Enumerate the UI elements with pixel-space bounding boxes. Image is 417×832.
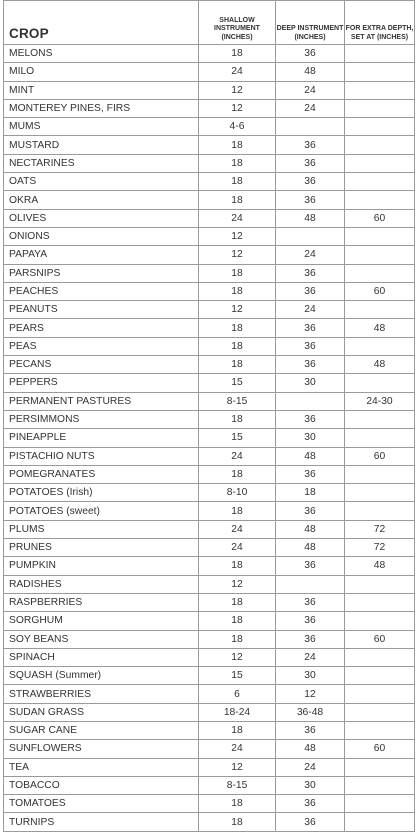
cell-deep: 36 — [276, 630, 345, 648]
cell-extra-depth — [345, 63, 415, 81]
cell-crop: MINT — [4, 81, 199, 99]
cell-extra-depth: 48 — [345, 356, 415, 374]
cell-crop: OLIVES — [4, 209, 199, 227]
cell-deep: 36 — [276, 191, 345, 209]
cell-crop: RASPBERRIES — [4, 593, 199, 611]
cell-crop: SOY BEANS — [4, 630, 199, 648]
cell-crop: MELONS — [4, 45, 199, 63]
cell-deep: 36 — [276, 173, 345, 191]
cell-crop: TEA — [4, 758, 199, 776]
cell-extra-depth: 60 — [345, 740, 415, 758]
cell-crop: PECANS — [4, 356, 199, 374]
cell-extra-depth — [345, 685, 415, 703]
table-row — [4, 557, 415, 575]
cell-extra-depth — [345, 429, 415, 447]
cell-deep: 24 — [276, 758, 345, 776]
cell-crop: OKRA — [4, 191, 199, 209]
cell-shallow: 15 — [199, 667, 276, 685]
table-row — [4, 392, 415, 410]
cell-shallow: 12 — [199, 648, 276, 666]
cell-extra-depth — [345, 118, 415, 136]
cell-extra-depth — [345, 136, 415, 154]
cell-deep: 36 — [276, 557, 345, 575]
cell-shallow: 18 — [199, 557, 276, 575]
cell-crop: OATS — [4, 173, 199, 191]
table-row — [4, 264, 415, 282]
table-row — [4, 282, 415, 300]
cell-crop: PEPPERS — [4, 374, 199, 392]
cell-shallow: 24 — [199, 539, 276, 557]
table-row — [4, 776, 415, 794]
cell-crop: PUMPKIN — [4, 557, 199, 575]
table-row — [4, 154, 415, 172]
cell-shallow: 18 — [199, 191, 276, 209]
cell-crop: PARSNIPS — [4, 264, 199, 282]
table-row — [4, 465, 415, 483]
cell-deep — [276, 392, 345, 410]
table-header — [4, 1, 415, 45]
cell-extra-depth — [345, 227, 415, 245]
table-row — [4, 667, 415, 685]
cell-deep: 30 — [276, 374, 345, 392]
cell-shallow: 18 — [199, 795, 276, 813]
cell-deep: 24 — [276, 301, 345, 319]
cell-extra-depth: 48 — [345, 319, 415, 337]
cell-crop: SUDAN GRASS — [4, 703, 199, 721]
cell-shallow: 8-15 — [199, 776, 276, 794]
cell-extra-depth — [345, 648, 415, 666]
cell-extra-depth: 60 — [345, 630, 415, 648]
table-row — [4, 337, 415, 355]
cell-deep: 36 — [276, 465, 345, 483]
cell-extra-depth — [345, 484, 415, 502]
table-row — [4, 484, 415, 502]
table-row — [4, 612, 415, 630]
cell-deep: 36 — [276, 264, 345, 282]
cell-extra-depth — [345, 813, 415, 831]
table-row — [4, 99, 415, 117]
cell-shallow: 6 — [199, 685, 276, 703]
cell-deep: 48 — [276, 447, 345, 465]
cell-deep: 36 — [276, 721, 345, 739]
cell-shallow: 18 — [199, 154, 276, 172]
cell-extra-depth — [345, 593, 415, 611]
cell-extra-depth: 72 — [345, 520, 415, 538]
table-row — [4, 593, 415, 611]
cell-shallow: 18 — [199, 45, 276, 63]
table-row — [4, 173, 415, 191]
cell-deep: 18 — [276, 484, 345, 502]
cell-extra-depth — [345, 410, 415, 428]
cell-deep: 48 — [276, 539, 345, 557]
table-row — [4, 81, 415, 99]
cell-shallow: 18 — [199, 465, 276, 483]
cell-deep: 36 — [276, 795, 345, 813]
cell-crop: MUSTARD — [4, 136, 199, 154]
cell-shallow: 18 — [199, 264, 276, 282]
cell-extra-depth — [345, 191, 415, 209]
table-row — [4, 45, 415, 63]
cell-shallow: 8-15 — [199, 392, 276, 410]
cell-crop: MONTEREY PINES, FIRS — [4, 99, 199, 117]
cell-crop: PINEAPPLE — [4, 429, 199, 447]
cell-shallow: 18 — [199, 721, 276, 739]
cell-deep — [276, 575, 345, 593]
cell-crop: PEANUTS — [4, 301, 199, 319]
cell-extra-depth: 60 — [345, 209, 415, 227]
table-row — [4, 630, 415, 648]
cell-deep — [276, 118, 345, 136]
cell-extra-depth: 60 — [345, 282, 415, 300]
table-row — [4, 301, 415, 319]
cell-deep: 24 — [276, 99, 345, 117]
table-row — [4, 209, 415, 227]
cell-deep: 36 — [276, 154, 345, 172]
cell-shallow: 18 — [199, 136, 276, 154]
cell-crop: POTATOES (Irish) — [4, 484, 199, 502]
cell-crop: NECTARINES — [4, 154, 199, 172]
cell-shallow: 24 — [199, 447, 276, 465]
cell-extra-depth — [345, 337, 415, 355]
cell-extra-depth — [345, 721, 415, 739]
cell-shallow: 8-10 — [199, 484, 276, 502]
cell-extra-depth — [345, 45, 415, 63]
header-row — [4, 1, 415, 45]
cell-crop: PLUMS — [4, 520, 199, 538]
table-row — [4, 246, 415, 264]
cell-shallow: 12 — [199, 99, 276, 117]
cell-shallow: 15 — [199, 429, 276, 447]
cell-shallow: 24 — [199, 520, 276, 538]
cell-crop: STRAWBERRIES — [4, 685, 199, 703]
cell-deep: 36 — [276, 45, 345, 63]
cell-extra-depth — [345, 374, 415, 392]
cell-crop: MUMS — [4, 118, 199, 136]
cell-extra-depth: 60 — [345, 447, 415, 465]
table-row — [4, 520, 415, 538]
table-row — [4, 575, 415, 593]
cell-crop: PEARS — [4, 319, 199, 337]
table-body — [4, 45, 415, 832]
cell-shallow: 12 — [199, 227, 276, 245]
cell-shallow: 24 — [199, 209, 276, 227]
table-row — [4, 502, 415, 520]
cell-shallow: 18 — [199, 337, 276, 355]
cell-shallow: 18 — [199, 612, 276, 630]
cell-extra-depth: 24-30 — [345, 392, 415, 410]
cell-shallow: 24 — [199, 63, 276, 81]
cell-extra-depth — [345, 795, 415, 813]
cell-shallow: 18 — [199, 282, 276, 300]
cell-shallow: 12 — [199, 246, 276, 264]
cell-extra-depth — [345, 758, 415, 776]
table-row — [4, 758, 415, 776]
cell-extra-depth — [345, 154, 415, 172]
table-row — [4, 63, 415, 81]
cell-deep: 36 — [276, 593, 345, 611]
cell-crop: SUNFLOWERS — [4, 740, 199, 758]
table-row — [4, 356, 415, 374]
cell-deep: 30 — [276, 776, 345, 794]
cell-crop: PERSIMMONS — [4, 410, 199, 428]
cell-crop: MILO — [4, 63, 199, 81]
table-row — [4, 227, 415, 245]
cell-crop: SORGHUM — [4, 612, 199, 630]
cell-extra-depth — [345, 81, 415, 99]
cell-crop: RADISHES — [4, 575, 199, 593]
cell-crop: PAPAYA — [4, 246, 199, 264]
cell-shallow: 18-24 — [199, 703, 276, 721]
cell-crop: POTATOES (sweet) — [4, 502, 199, 520]
cell-deep: 36 — [276, 410, 345, 428]
table-row — [4, 795, 415, 813]
cell-deep: 30 — [276, 667, 345, 685]
cell-deep: 24 — [276, 648, 345, 666]
cell-shallow: 24 — [199, 740, 276, 758]
table-row — [4, 648, 415, 666]
cell-shallow: 18 — [199, 593, 276, 611]
cell-shallow: 18 — [199, 630, 276, 648]
crop-depth-table — [3, 0, 415, 832]
table-row — [4, 447, 415, 465]
cell-deep: 30 — [276, 429, 345, 447]
cell-shallow: 12 — [199, 301, 276, 319]
cell-deep: 36 — [276, 282, 345, 300]
table-row — [4, 374, 415, 392]
table-row — [4, 813, 415, 831]
table-row — [4, 191, 415, 209]
cell-shallow: 4-6 — [199, 118, 276, 136]
cell-deep: 36 — [276, 319, 345, 337]
cell-extra-depth — [345, 612, 415, 630]
cell-shallow: 18 — [199, 813, 276, 831]
cell-deep: 12 — [276, 685, 345, 703]
cell-shallow: 12 — [199, 758, 276, 776]
cell-crop: SPINACH — [4, 648, 199, 666]
cell-crop: ONIONS — [4, 227, 199, 245]
cell-crop: POMEGRANATES — [4, 465, 199, 483]
cell-extra-depth — [345, 264, 415, 282]
table-row — [4, 703, 415, 721]
cell-extra-depth — [345, 703, 415, 721]
cell-deep: 36-48 — [276, 703, 345, 721]
cell-shallow: 12 — [199, 81, 276, 99]
cell-deep — [276, 227, 345, 245]
cell-extra-depth — [345, 776, 415, 794]
cell-extra-depth — [345, 173, 415, 191]
cell-deep: 36 — [276, 136, 345, 154]
cell-crop: TOMATOES — [4, 795, 199, 813]
crop-depth-table-container — [3, 0, 414, 832]
column-header-deep: DEEP INSTRUMENT (INCHES) — [276, 1, 345, 45]
cell-extra-depth — [345, 301, 415, 319]
cell-deep: 48 — [276, 209, 345, 227]
cell-shallow: 18 — [199, 502, 276, 520]
cell-crop: PEAS — [4, 337, 199, 355]
cell-crop: SUGAR CANE — [4, 721, 199, 739]
cell-shallow: 18 — [199, 319, 276, 337]
cell-crop: PEACHES — [4, 282, 199, 300]
column-header-crop: CROP — [4, 1, 199, 45]
cell-extra-depth — [345, 575, 415, 593]
cell-crop: PISTACHIO NUTS — [4, 447, 199, 465]
cell-crop: PRUNES — [4, 539, 199, 557]
table-row — [4, 319, 415, 337]
cell-deep: 24 — [276, 246, 345, 264]
cell-shallow: 15 — [199, 374, 276, 392]
cell-deep: 48 — [276, 520, 345, 538]
cell-deep: 24 — [276, 81, 345, 99]
table-row — [4, 740, 415, 758]
cell-deep: 36 — [276, 813, 345, 831]
column-header-extra-depth: FOR EXTRA DEPTH, SET AT (INCHES) — [345, 1, 415, 45]
cell-shallow: 18 — [199, 356, 276, 374]
cell-deep: 36 — [276, 337, 345, 355]
cell-crop: SQUASH (Summer) — [4, 667, 199, 685]
cell-extra-depth — [345, 465, 415, 483]
table-row — [4, 429, 415, 447]
cell-extra-depth — [345, 99, 415, 117]
table-row — [4, 118, 415, 136]
cell-crop: TURNIPS — [4, 813, 199, 831]
cell-deep: 36 — [276, 612, 345, 630]
column-header-shallow: SHALLOW INSTRUMENT (INCHES) — [199, 1, 276, 45]
table-row — [4, 721, 415, 739]
cell-extra-depth — [345, 502, 415, 520]
cell-extra-depth — [345, 667, 415, 685]
cell-deep: 36 — [276, 502, 345, 520]
cell-extra-depth — [345, 246, 415, 264]
cell-extra-depth: 48 — [345, 557, 415, 575]
cell-crop: PERMANENT PASTURES — [4, 392, 199, 410]
table-row — [4, 539, 415, 557]
cell-deep: 48 — [276, 740, 345, 758]
cell-shallow: 12 — [199, 575, 276, 593]
cell-shallow: 18 — [199, 410, 276, 428]
table-row — [4, 136, 415, 154]
cell-extra-depth: 72 — [345, 539, 415, 557]
cell-deep: 36 — [276, 356, 345, 374]
table-row — [4, 685, 415, 703]
cell-shallow: 18 — [199, 173, 276, 191]
table-row — [4, 410, 415, 428]
cell-crop: TOBACCO — [4, 776, 199, 794]
cell-deep: 48 — [276, 63, 345, 81]
